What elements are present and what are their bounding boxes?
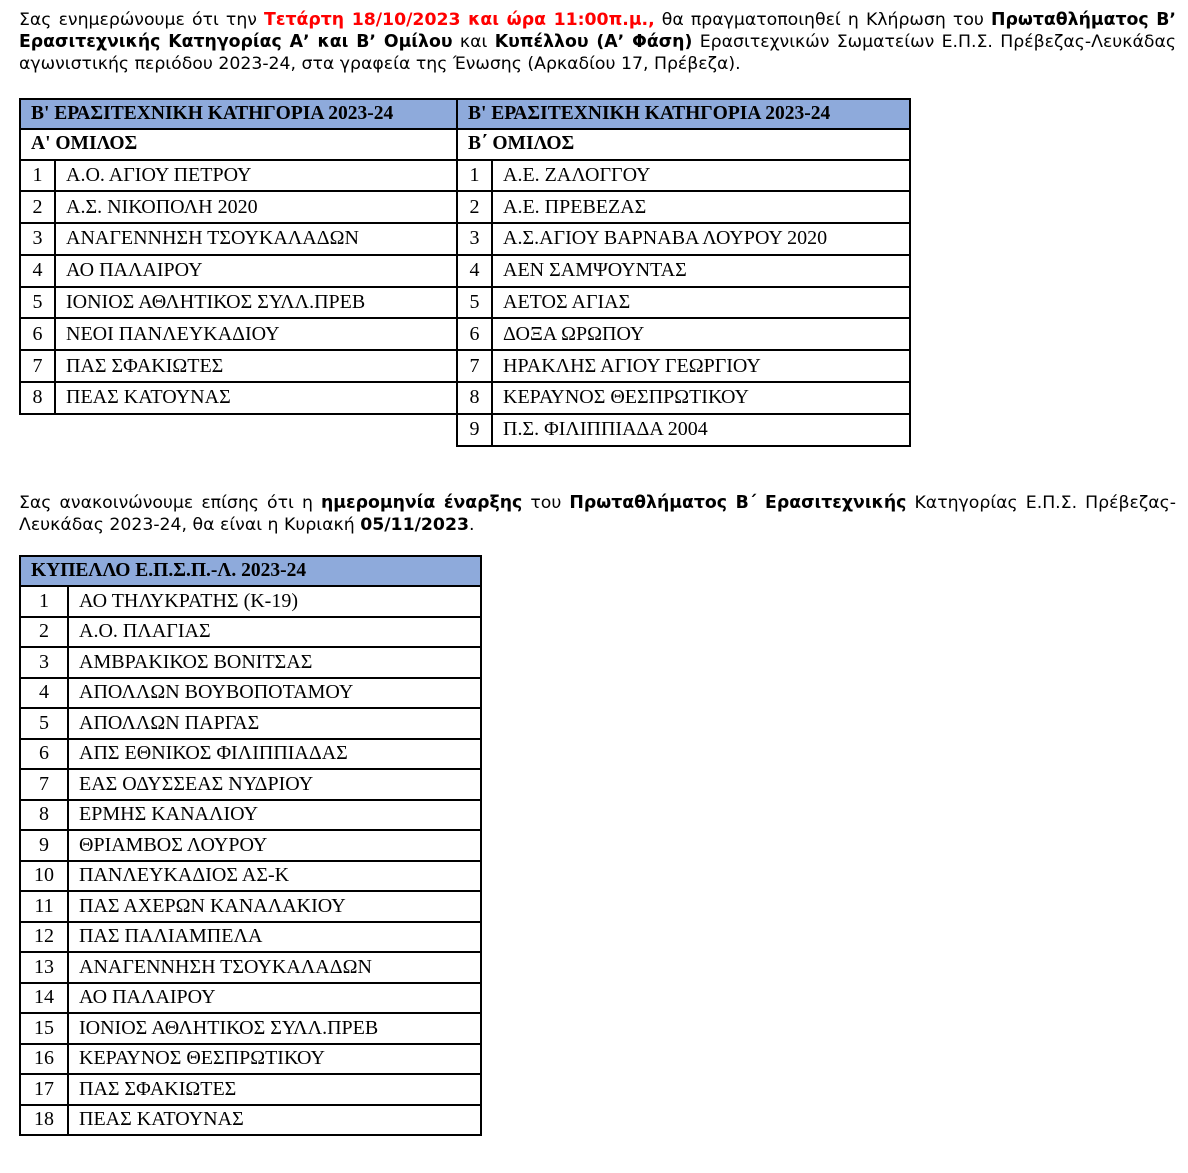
group-a-team-number: 2 [20, 191, 55, 223]
cup-team-number: 8 [20, 800, 68, 831]
cup-team-name: ΕΑΣ ΟΔΥΣΣΕΑΣ ΝΥΔΡΙΟΥ [68, 769, 481, 800]
announce-text-2: του [522, 493, 570, 513]
group-b-team-number: 1 [457, 160, 492, 192]
group-a-team-number: 4 [20, 255, 55, 287]
cup-row [20, 1074, 481, 1105]
group-row [20, 223, 910, 255]
empty-cell [20, 414, 457, 446]
intro-text-1: Σας ενημερώνουμε ότι την [19, 10, 265, 30]
championship-name: Πρωταθλήματος Β’ Ερασιτεχνικής Κατηγορίας Α’ και Β’ Ομίλου [19, 10, 1176, 52]
cup-row [20, 708, 481, 739]
cup-team-name: ΑΟ ΠΑΛΑΙΡΟΥ [68, 983, 481, 1014]
group-b-team-number: 5 [457, 287, 492, 319]
cup-team-number: 18 [20, 1105, 68, 1136]
cup-team-number: 3 [20, 647, 68, 678]
cup-row [20, 1105, 481, 1136]
group-row [20, 160, 910, 192]
group-row [20, 318, 910, 350]
cup-team-number: 14 [20, 983, 68, 1014]
group-row [20, 414, 910, 446]
group-b-team-name: Α.Ε. ΖΑΛΟΓΓΟΥ [492, 160, 910, 192]
cup-team-name: ΘΡΙΑΜΒΟΣ ΛΟΥΡΟΥ [68, 830, 481, 861]
cup-team-number: 5 [20, 708, 68, 739]
group-a-team-name: ΑΟ ΠΑΛΑΙΡΟΥ [55, 255, 457, 287]
cup-team-name: Α.Ο. ΠΛΑΓΙΑΣ [68, 617, 481, 648]
intro-text-4: Ερασιτεχνικών Σωματείων Ε.Π.Σ. Πρέβεζας-Λευκάδας αγωνιστικής περιόδου 2023-24, στα γραφεία της Ένωσης (Αρκαδίου 17, Πρέβεζα). [19, 32, 1176, 74]
draw-date-time: Τετάρτη 18/10/2023 και ώρα 11:00π.μ., [264, 10, 655, 30]
intro-text-3: και [452, 32, 495, 52]
group-a-team-number: 8 [20, 382, 55, 414]
intro-text-2: θα πραγματοποιηθεί η Κλήρωση του [654, 10, 992, 30]
cup-row [20, 891, 481, 922]
group-b-team-name: Α.Ε. ΠΡΕΒΕΖΑΣ [492, 191, 910, 223]
group-a-team-name: Α.Ο. ΑΓΙΟΥ ΠΕΤΡΟΥ [55, 160, 457, 192]
cup-team-name: ΑΠΟΛΛΩΝ ΒΟΥΒΟΠΟΤΑΜΟΥ [68, 678, 481, 709]
cup-team-name: ΑΜΒΡΑΚΙΚΟΣ ΒΟΝΙΤΣΑΣ [68, 647, 481, 678]
start-date-paragraph [19, 492, 1176, 536]
announce-text-3: Κατηγορίας Ε.Π.Σ. Πρέβεζας-Λευκάδας 2023-24, θα είναι η Κυριακή [19, 493, 1177, 535]
cup-row [20, 617, 481, 648]
group-a-team-name: ΙΟΝΙΟΣ ΑΘΛΗΤΙΚΟΣ ΣΥΛΛ.ΠΡΕΒ [55, 287, 457, 319]
cup-row [20, 922, 481, 953]
group-row [20, 350, 910, 382]
group-a-team-name: Α.Σ. ΝΙΚΟΠΟΛΗ 2020 [55, 191, 457, 223]
cup-team-number: 9 [20, 830, 68, 861]
cup-team-number: 4 [20, 678, 68, 709]
cup-row [20, 983, 481, 1014]
cup-row [20, 1013, 481, 1044]
group-a-subheader: Α' ΟΜΙΛΟΣ [20, 129, 457, 160]
cup-team-name: ΠΑΣ ΠΑΛΙΑΜΠΕΛΑ [68, 922, 481, 953]
cup-row [20, 1044, 481, 1075]
group-b-team-name: Π.Σ. ΦΙΛΙΠΠΙΑΔΑ 2004 [492, 414, 910, 446]
group-b-team-name: ΚΕΡΑΥΝΟΣ ΘΕΣΠΡΩΤΙΚΟΥ [492, 382, 910, 414]
cup-team-number: 1 [20, 586, 68, 617]
cup-team-number: 6 [20, 739, 68, 770]
groups-body [20, 160, 910, 446]
cup-team-name: ΙΟΝΙΟΣ ΑΘΛΗΤΙΚΟΣ ΣΥΛΛ.ΠΡΕΒ [68, 1013, 481, 1044]
cup-row [20, 739, 481, 770]
announce-text-4: . [469, 515, 475, 535]
cup-row [20, 586, 481, 617]
group-b-team-name: Α.Σ.ΑΓΙΟΥ ΒΑΡΝΑΒΑ ΛΟΥΡΟΥ 2020 [492, 223, 910, 255]
group-b-team-number: 2 [457, 191, 492, 223]
start-date: 05/11/2023 [360, 515, 470, 535]
group-row [20, 191, 910, 223]
cup-team-number: 15 [20, 1013, 68, 1044]
cup-team-number: 17 [20, 1074, 68, 1105]
group-b-team-name: ΑΕΝ ΣΑΜΨΟΥΝΤΑΣ [492, 255, 910, 287]
group-b-header: Β' ΕΡΑΣΙΤΕΧΝΙΚΗ ΚΑΤΗΓΟΡΙΑ 2023-24 [457, 99, 910, 129]
cup-team-name: ΠΑΣ ΣΦΑΚΙΩΤΕΣ [68, 1074, 481, 1105]
cup-header: ΚΥΠΕΛΛΟ Ε.Π.Σ.Π.-Λ. 2023-24 [20, 556, 481, 586]
group-b-team-name: ΗΡΑΚΛΗΣ ΑΓΙΟΥ ΓΕΩΡΓΙΟΥ [492, 350, 910, 382]
group-a-team-name: ΠΑΣ ΣΦΑΚΙΩΤΕΣ [55, 350, 457, 382]
group-a-team-number: 7 [20, 350, 55, 382]
group-b-subheader: Β΄ ΟΜΙΛΟΣ [457, 129, 910, 160]
group-b-team-number: 6 [457, 318, 492, 350]
cup-team-number: 2 [20, 617, 68, 648]
draw-announcement-paragraph [19, 9, 1176, 75]
cup-team-number: 11 [20, 891, 68, 922]
group-a-team-number: 6 [20, 318, 55, 350]
group-a-team-name: ΝΕΟΙ ΠΑΝΛΕΥΚΑΔΙΟΥ [55, 318, 457, 350]
cup-team-name: ΠΑΣ ΑΧΕΡΩΝ ΚΑΝΑΛΑΚΙΟΥ [68, 891, 481, 922]
group-b-team-number: 3 [457, 223, 492, 255]
announce-text-1: Σας ανακοινώνουμε επίσης ότι η [19, 493, 321, 513]
group-b-team-number: 4 [457, 255, 492, 287]
group-row [20, 382, 910, 414]
group-a-team-name: ΑΝΑΓΕΝΝΗΣΗ ΤΣΟΥΚΑΛΑΔΩΝ [55, 223, 457, 255]
cup-row [20, 830, 481, 861]
cup-team-name: ΑΠΣ ΕΘΝΙΚΟΣ ΦΙΛΙΠΠΙΑΔΑΣ [68, 739, 481, 770]
group-b-team-number: 7 [457, 350, 492, 382]
cup-team-number: 16 [20, 1044, 68, 1075]
group-a-team-number: 1 [20, 160, 55, 192]
cup-team-number: 10 [20, 861, 68, 892]
cup-row [20, 800, 481, 831]
group-a-team-number: 3 [20, 223, 55, 255]
cup-body [20, 586, 481, 1135]
cup-row [20, 769, 481, 800]
group-b-team-name: ΔΟΞΑ ΩΡΩΠΟΥ [492, 318, 910, 350]
cup-team-number: 13 [20, 952, 68, 983]
group-a-team-number: 5 [20, 287, 55, 319]
group-b-team-number: 9 [457, 414, 492, 446]
group-row [20, 287, 910, 319]
group-b-team-number: 8 [457, 382, 492, 414]
cup-row [20, 952, 481, 983]
cup-row [20, 861, 481, 892]
group-a-header: Β' ΕΡΑΣΙΤΕΧΝΙΚΗ ΚΑΤΗΓΟΡΙΑ 2023-24 [20, 99, 457, 129]
championship-name-2: Πρωταθλήματος Β΄ Ερασιτεχνικής [569, 493, 907, 513]
cup-team-number: 7 [20, 769, 68, 800]
groups-table [19, 98, 911, 447]
group-row [20, 255, 910, 287]
cup-table [19, 555, 482, 1136]
cup-team-name: ΑΟ ΤΗΛΥΚΡΑΤΗΣ (Κ-19) [68, 586, 481, 617]
cup-team-name: ΚΕΡΑΥΝΟΣ ΘΕΣΠΡΩΤΙΚΟΥ [68, 1044, 481, 1075]
cup-team-name: ΠΕΑΣ ΚΑΤΟΥΝΑΣ [68, 1105, 481, 1136]
cup-team-name: ΑΝΑΓΕΝΝΗΣΗ ΤΣΟΥΚΑΛΑΔΩΝ [68, 952, 481, 983]
cup-team-name: ΠΑΝΛΕΥΚΑΔΙΟΣ ΑΣ-Κ [68, 861, 481, 892]
cup-team-name: ΕΡΜΗΣ ΚΑΝΑΛΙΟΥ [68, 800, 481, 831]
cup-phase-name: Κυπέλλου (Α’ Φάση) [494, 32, 693, 52]
cup-row [20, 678, 481, 709]
cup-team-number: 12 [20, 922, 68, 953]
cup-team-name: ΑΠΟΛΛΩΝ ΠΑΡΓΑΣ [68, 708, 481, 739]
group-a-team-name: ΠΕΑΣ ΚΑΤΟΥΝΑΣ [55, 382, 457, 414]
group-b-team-name: ΑΕΤΟΣ ΑΓΙΑΣ [492, 287, 910, 319]
cup-row [20, 647, 481, 678]
start-date-label: ημερομηνία έναρξης [321, 493, 523, 513]
